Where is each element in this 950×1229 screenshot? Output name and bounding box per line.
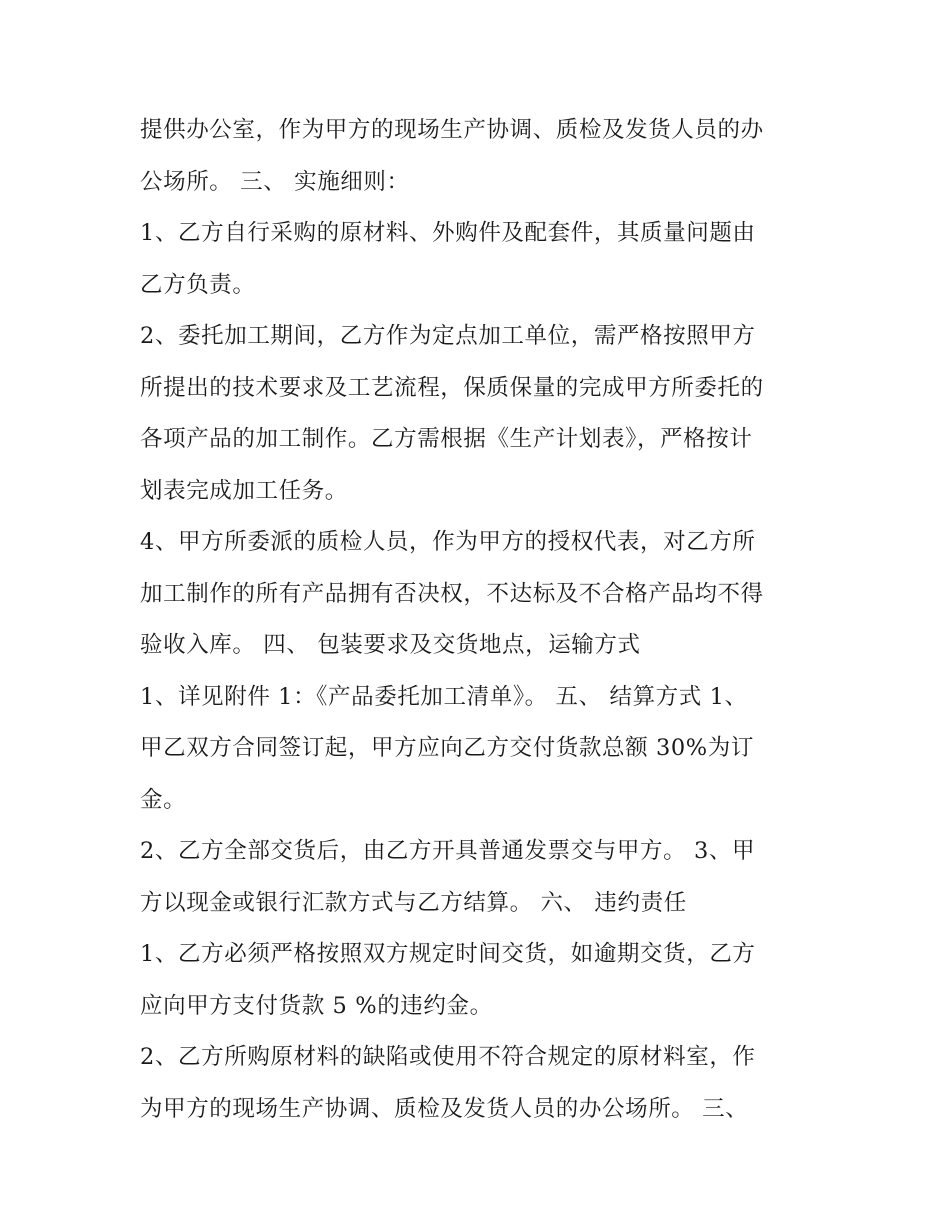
text-line: 4、甲方所委派的质检人员，作为甲方的授权代表，对乙方所	[140, 529, 756, 555]
text-line: 方以现金或银行汇款方式与乙方结算。 六、 违约责任	[140, 889, 687, 916]
text-line: 1、乙方必须严格按照双方规定时间交货，如逾期交货，乙方	[140, 941, 756, 967]
text-line: 公场所。 三、 实施细则：	[140, 168, 410, 195]
text-line: 金。	[140, 786, 187, 813]
text-line: 2、乙方全部交货后，由乙方开具普通发票交与甲方。 3、甲	[140, 838, 756, 864]
text-line: 2、乙方所购原材料的缺陷或使用不符合规定的原材料室，作	[140, 1044, 756, 1070]
text-line: 提供办公室，作为甲方的现场生产协调、质检及发货人员的办	[140, 117, 764, 143]
text-line: 验收入库。 四、 包装要求及交货地点，运输方式	[140, 632, 641, 658]
text-line: 应向甲方支付货款 5 %的违约金。	[140, 992, 493, 1019]
text-line: 加工制作的所有产品拥有否决权，不达标及不合格产品均不得	[140, 580, 764, 607]
document-body	[140, 105, 820, 1135]
text-line: 1、乙方自行采购的原材料、外购件及配套件，其质量问题由	[140, 220, 756, 246]
text-line: 各项产品的加工制作。乙方需根据《生产计划表》，严格按计	[140, 426, 753, 452]
text-line: 为甲方的现场生产协调、质检及发货人员的办公场所。 三、	[140, 1095, 749, 1122]
text-line: 1、详见附件 1：《产品委托加工清单》。 五、 结算方式 1、	[140, 683, 748, 710]
text-line: 所提出的技术要求及工艺流程，保质保量的完成甲方所委托的	[140, 374, 764, 401]
text-line: 划表完成加工任务。	[140, 477, 348, 504]
text-line: 乙方负责。	[140, 271, 256, 298]
text-line: 2、委托加工期间，乙方作为定点加工单位，需严格按照甲方	[140, 323, 756, 349]
text-line: 甲乙双方合同签订起，甲方应向乙方交付货款总额 30%为订	[140, 735, 754, 761]
